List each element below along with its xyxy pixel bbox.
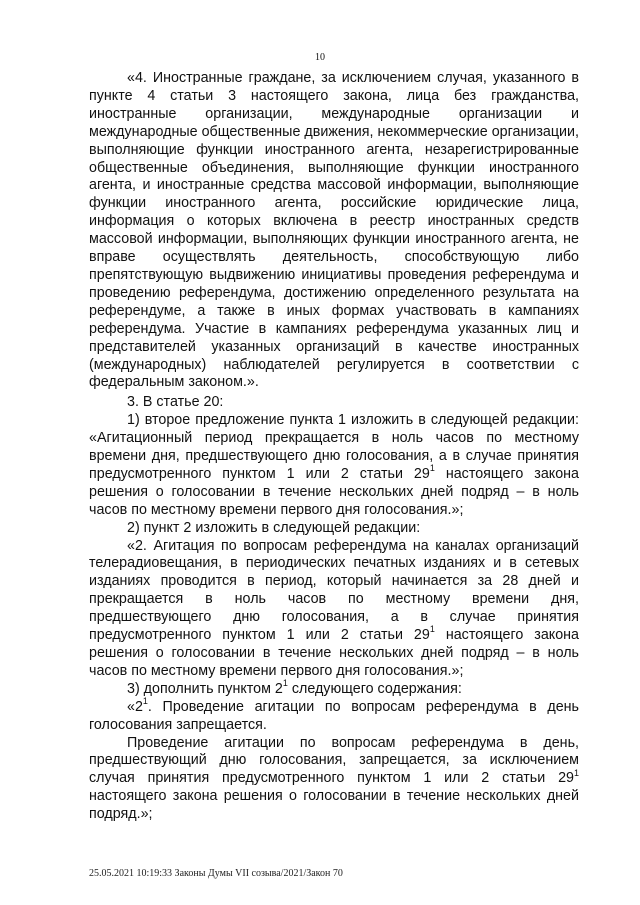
paragraph-text: . Проведение агитации по вопросам референдума в день голосования запрещается. (89, 698, 579, 733)
superscript: 1 (573, 767, 579, 778)
paragraph-item-2-text (89, 538, 579, 681)
paragraph-item-3 (89, 678, 579, 699)
paragraph-text: «2 (127, 698, 143, 715)
paragraph-text: настоящего закона решения о голосовании в течение нескольких дней подряд – в ноль часов по местному времени первого дня голосования.»; (89, 627, 579, 679)
superscript: 1 (429, 624, 435, 635)
paragraph-text: «2. Агитация по вопросам референдума на каналах организаций телерадиовещания, в периодических печатных изданиях и в сетевых изданиях проводится в период, который начинается за 28 дней и прекращается в ноль часов по местному времени дня, предшествующего дню голосования, а в случае принятия предусмотренного пунктом 1 или 2 статьи 29 (89, 537, 579, 644)
superscript: 1 (429, 463, 435, 474)
superscript: 1 (282, 678, 288, 689)
paragraph-article-20-heading: 3. В статье 20: (127, 394, 224, 411)
paragraph-text: настоящего закона решения о голосовании в течение нескольких дней подряд – в ноль часов по местному времени первого дня голосования.»; (89, 465, 579, 518)
document-body (89, 70, 579, 824)
paragraph-item-1 (89, 412, 579, 519)
paragraph-text: Проведение агитации по вопросам референдума в день, предшествующий дню голосования, запрещается, за исключением случая принятия предусмотренного пунктом 1 или 2 статьи 29 (89, 734, 579, 787)
paragraph-text: следующего содержания: (287, 680, 462, 697)
paragraph-text: 1) второе предложение пункта 1 изложить в следующей редакции: «Агитационный период прекращается в ноль часов по местному времени дня, предшествующего дню голосования, а в случае принятия предусмотренного пунктом 1 или 2 статьи 29 (89, 412, 579, 482)
paragraph-foreign-participation: «4. Иностранные граждане, за исключением случая, указанного в пункте 4 статьи 3 настоящего закона, лица без гражданства, иностранные организации, международные организации и международные общественные движения, некоммерческие организации, выполняющие функции иностранного агента, незарегистрированные общественные объединения, выполняющие функции иностранного агента, и иностранные средства массовой информации, выполняющие функции иностранного агента, российские юридические лица, информация о которых включена в реестр иностранных средств массовой информации, выполняющих функции иностранного агента, не вправе осуществлять деятельность, способствующую либо препятствующую выдвижению инициативы проведения референдума и проведению референдума, достижению определенного результата на референдуме, а также в иных формах участвовать в кампаниях референдума. Участие в кампаниях референдума указанных лиц и представителей указанных организаций в качестве иностранных (международных) наблюдателей регулируется в соответствии с федеральным законом.». (89, 70, 579, 391)
document-footer: 25.05.2021 10:19:33 Законы Думы VII созыва/2021/Закон 70 (89, 868, 343, 879)
page-number: 10 (315, 52, 325, 63)
superscript: 1 (142, 695, 148, 706)
paragraph-pre-voting-day (89, 735, 579, 825)
paragraph-text: 3) дополнить пунктом 2 (127, 680, 283, 697)
paragraph-item-2-1 (89, 695, 579, 735)
paragraph-item-2: 2) пункт 2 изложить в следующей редакции: (127, 519, 421, 536)
paragraph-text: настоящего закона решения о голосовании в течение нескольких дней подряд.»; (89, 788, 579, 823)
